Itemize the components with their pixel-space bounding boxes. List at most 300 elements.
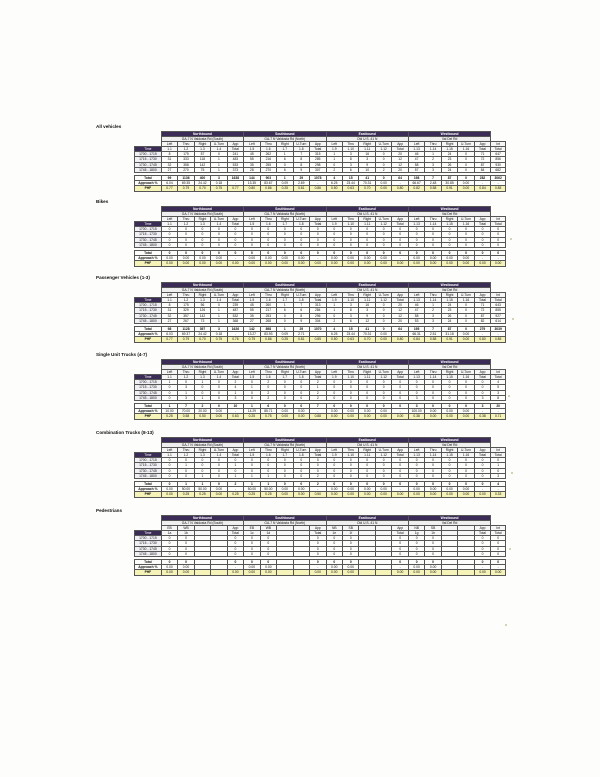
row-label: Approach %: [135, 565, 162, 570]
count-cell: 0: [425, 395, 441, 400]
total-cell: 20: [491, 404, 506, 409]
phf-cell: 0.25: [244, 492, 260, 497]
total-cell: 1638: [227, 176, 243, 181]
road-name: Old U.S. 41 N: [326, 137, 408, 142]
count-cell: 0: [343, 536, 359, 541]
total-cell: 99: [161, 176, 177, 181]
count-cell: 0: [408, 473, 424, 478]
count-cell: 0: [408, 541, 424, 546]
count-cell: 0: [343, 541, 359, 546]
count-cell: 3: [359, 157, 375, 162]
total-cell: 6: [260, 404, 276, 409]
movement-header: 1.1: [161, 298, 177, 303]
movement-header: 1.7: [277, 298, 293, 303]
approach-cell: 0.00: [211, 487, 227, 492]
movement-header: Total: [227, 222, 243, 227]
phf-cell: 0.84: [474, 186, 491, 191]
phf-cell: 0.70: [194, 186, 210, 191]
approach-cell: -: [227, 332, 243, 337]
phf-cell: 0.00: [326, 414, 342, 419]
total-cell: 1: [161, 404, 177, 409]
total-cell: 0: [326, 560, 342, 565]
phf-cell: 0.00: [474, 570, 491, 575]
count-cell: 3: [343, 152, 359, 157]
approach-cell: 0.00: [375, 409, 391, 414]
count-cell: 142: [194, 313, 210, 318]
approach-cell: 2.48: [425, 181, 441, 186]
total-cell: 3062: [491, 176, 506, 181]
total-cell: 0: [359, 482, 375, 487]
count-cell: 24: [441, 318, 457, 323]
movement-header: U-Turn: [293, 142, 309, 147]
count-cell: 1: [211, 162, 227, 167]
movement-header: Total: [227, 375, 243, 380]
count-cell: 0: [441, 473, 457, 478]
movement-header: Thru: [178, 448, 194, 453]
approach-cell: 0.00: [425, 409, 441, 414]
count-cell: 0: [491, 227, 506, 232]
movement-header: 1.11: [359, 147, 375, 152]
total-cell: 10: [227, 404, 243, 409]
count-cell: 0: [474, 473, 491, 478]
count-cell: 12: [392, 313, 408, 318]
movement-header: Thru: [178, 370, 194, 375]
count-cell: 1: [425, 303, 441, 308]
phf-cell: 0.00: [343, 414, 359, 419]
movement-header: Total: [474, 531, 491, 536]
approach-cell: -: [392, 181, 408, 186]
count-cell: 0: [474, 468, 491, 473]
movement-header: Right: [441, 370, 457, 375]
count-cell: 2: [227, 380, 243, 385]
count-cell: 0: [392, 458, 408, 463]
count-cell: 57: [408, 167, 424, 172]
total-cell: 29: [293, 327, 309, 332]
movement-header: 1.10: [343, 222, 359, 227]
movement-header: 1.16: [458, 222, 474, 227]
count-cell: 0: [458, 313, 474, 318]
count-cell: 0: [441, 463, 457, 468]
count-cell: 0: [161, 227, 177, 232]
count-cell: 0: [211, 385, 227, 390]
total-cell: 0: [343, 482, 359, 487]
movement-header: Total: [392, 147, 408, 152]
count-cell: 27: [244, 318, 260, 323]
count-cell: 0: [178, 541, 194, 546]
count-cell: 3: [343, 313, 359, 318]
row-label: PHF: [135, 492, 162, 497]
count-cell: 3: [425, 313, 441, 318]
movement-header: 1.15: [441, 375, 457, 380]
time-cell: 1715 - 1730: [135, 463, 162, 468]
movement-header: 1.2: [178, 147, 194, 152]
count-cell: 71: [474, 152, 491, 157]
count-cell: 0: [408, 546, 424, 551]
count-cell: 47: [408, 308, 424, 313]
total-cell: 0: [359, 251, 375, 256]
count-cell: 0: [178, 551, 194, 556]
phf-cell: 0.80: [392, 337, 408, 342]
count-cell: 82: [474, 318, 491, 323]
movement-header: U-Turn: [211, 370, 227, 375]
count-cell: 0: [491, 541, 506, 546]
phf-cell: 0.00: [425, 261, 441, 266]
count-cell: 1: [491, 463, 506, 468]
count-cell: 0: [326, 385, 342, 390]
movement-header: 1h: [425, 531, 441, 536]
total-cell: 0: [293, 404, 309, 409]
count-cell: 0: [310, 227, 327, 232]
direction-header: Southbound: [244, 360, 326, 365]
total-cell: 0: [326, 482, 342, 487]
row-label: Total: [135, 251, 162, 256]
total-cell: 7: [425, 327, 441, 332]
count-cell: 0: [194, 390, 210, 395]
road-name: GA-7 N Valdosta Rd (North): [244, 365, 326, 370]
count-cell: 0: [194, 468, 210, 473]
movement-header: U-Turn: [211, 217, 227, 222]
count-cell: 0: [194, 458, 210, 463]
movement-header: 1.5: [244, 453, 260, 458]
phf-cell: 0.80: [392, 186, 408, 191]
count-cell: 1: [227, 390, 243, 395]
approach-cell: -: [227, 487, 243, 492]
count-cell: 307: [310, 167, 327, 172]
count-cell: 0: [326, 390, 342, 395]
count-cell: 0: [458, 318, 474, 323]
scan-speck: [511, 472, 513, 474]
count-cell: 175: [178, 152, 194, 157]
approach-cell: -: [310, 565, 327, 570]
row-label: Total: [135, 482, 162, 487]
count-cell: 10: [359, 167, 375, 172]
approach-cell: 0.00: [343, 409, 359, 414]
count-cell: 0: [359, 232, 375, 237]
movement-header: Int: [491, 526, 506, 531]
phf-cell: 0.00: [491, 261, 506, 266]
movement-header: 1f: [343, 531, 359, 536]
approach-cell: 0.00: [161, 565, 177, 570]
count-cell: 0: [491, 468, 506, 473]
approach-cell: 6.25: [326, 332, 342, 337]
count-cell: 0: [408, 468, 424, 473]
movement-header: 1.1: [161, 453, 177, 458]
count-cell: 643: [491, 303, 506, 308]
count-cell: 0: [326, 463, 342, 468]
count-cell: 0: [375, 385, 391, 390]
count-cell: 217: [260, 308, 276, 313]
count-cell: 0: [244, 463, 260, 468]
count-cell: 0: [260, 468, 276, 473]
count-cell: 0: [260, 458, 276, 463]
count-cell: 0: [458, 458, 474, 463]
movement-header: Total: [227, 453, 243, 458]
approach-cell: 0.00: [260, 565, 276, 570]
count-cell: 0: [227, 468, 243, 473]
total-cell: 279: [474, 327, 491, 332]
phf-cell: 0.70: [359, 337, 375, 342]
total-cell: 0: [293, 251, 309, 256]
count-cell: 0: [458, 473, 474, 478]
count-cell: 0: [310, 541, 327, 546]
count-cell: 87: [474, 313, 491, 318]
phf-cell: 0.00: [441, 261, 457, 266]
direction-header: Northbound: [161, 207, 243, 212]
time-cell: 1745 - 1800: [135, 551, 162, 556]
movement-header: Thru: [343, 370, 359, 375]
count-cell: 1: [326, 303, 342, 308]
phf-cell: 0.00: [408, 570, 424, 575]
count-cell: 0: [293, 395, 309, 400]
approach-cell: -: [392, 565, 408, 570]
phf-cell: [458, 570, 474, 575]
count-cell: 3: [425, 318, 441, 323]
count-cell: 304: [310, 318, 327, 323]
count-cell: 262: [260, 152, 276, 157]
count-cell: 532: [227, 313, 243, 318]
approach-cell: 0.00: [161, 487, 177, 492]
count-cell: 0: [425, 536, 441, 541]
approach-cell: 0.00: [441, 409, 457, 414]
total-cell: 0: [441, 482, 457, 487]
approach-cell: 6.04: [161, 181, 177, 186]
approach-cell: -: [491, 256, 506, 261]
count-cell: 0: [161, 541, 177, 546]
phf-cell: 0.00: [343, 570, 359, 575]
count-cell: 72: [474, 157, 491, 162]
count-cell: 0: [392, 385, 408, 390]
movement-header: Total: [227, 298, 243, 303]
movement-header: Total: [474, 147, 491, 152]
time-cell: 1715 - 1730: [135, 157, 162, 162]
count-cell: 0: [260, 385, 276, 390]
count-cell: 0: [178, 468, 194, 473]
count-cell: 0: [441, 380, 457, 385]
movement-header: Left: [244, 293, 260, 298]
count-cell: 0: [425, 463, 441, 468]
count-cell: 0: [458, 380, 474, 385]
count-cell: 253: [260, 313, 276, 318]
count-cell: 0: [277, 318, 293, 323]
movement-header: App: [392, 142, 408, 147]
count-cell: 0: [211, 395, 227, 400]
count-cell: 20: [392, 303, 408, 308]
approach-cell: 0.00: [178, 565, 194, 570]
count-cell: 0: [458, 308, 474, 313]
movement-header: 1b: [178, 531, 194, 536]
movement-header: Left: [161, 448, 177, 453]
approach-cell: 50.00: [244, 487, 260, 492]
count-cell: 0: [244, 237, 260, 242]
total-cell: 397: [194, 327, 210, 332]
approach-cell: 0.00: [194, 256, 210, 261]
movement-header: 1.3: [194, 147, 210, 152]
count-cell: 0: [161, 546, 177, 551]
count-cell: 2: [260, 380, 276, 385]
count-cell: 0: [359, 380, 375, 385]
scan-speck: [510, 238, 512, 240]
movement-header: U-Turn: [458, 293, 474, 298]
count-cell: 0: [227, 541, 243, 546]
count-cell: 0: [161, 473, 177, 478]
count-cell: 0: [293, 458, 309, 463]
movement-header: App: [474, 217, 491, 222]
count-cell: 0: [161, 536, 177, 541]
road-name: GA-7 N Valdosta Rd (North): [244, 212, 326, 217]
scan-speck: [505, 624, 507, 626]
direction-header: Northbound: [161, 132, 243, 137]
time-header: Time: [135, 222, 162, 227]
count-cell: 0: [227, 546, 243, 551]
movement-header: Thru: [260, 293, 276, 298]
count-cell: 1: [194, 395, 210, 400]
count-cell: 58: [408, 313, 424, 318]
movement-header: 1.16: [458, 147, 474, 152]
movement-header: App: [310, 370, 327, 375]
phf-cell: 0.00: [425, 492, 441, 497]
time-cell: 1730 - 1745: [135, 468, 162, 473]
phf-cell: 0.00: [343, 261, 359, 266]
approach-cell: -: [392, 409, 408, 414]
movement-header: EB: [161, 526, 177, 531]
movement-header: Total: [491, 531, 506, 536]
count-cell: 12: [359, 318, 375, 323]
count-cell: 3: [425, 162, 441, 167]
movement-header: App: [310, 142, 327, 147]
movement-header: 1.6: [260, 298, 276, 303]
phf-cell: 0.00: [244, 261, 260, 266]
count-cell: 3: [408, 395, 424, 400]
count-cell: 0: [474, 546, 491, 551]
total-cell: 1: [178, 482, 194, 487]
movement-header: App: [392, 217, 408, 222]
count-cell: 4: [227, 385, 243, 390]
count-cell: 0: [375, 232, 391, 237]
total-cell: 0: [458, 404, 474, 409]
total-cell: 3: [474, 404, 491, 409]
count-cell: 0: [425, 380, 441, 385]
count-cell: 3: [359, 308, 375, 313]
scan-speck: [508, 395, 510, 397]
movement-header: Right: [277, 142, 293, 147]
count-cell: 0: [474, 237, 491, 242]
count-cell: 8: [343, 157, 359, 162]
movement-header: 1.15: [441, 222, 457, 227]
movement-header: Left: [408, 448, 424, 453]
count-cell: 0: [474, 390, 491, 395]
row-label: Total: [135, 560, 162, 565]
movement-header: Total: [474, 453, 491, 458]
count-cell: 0: [277, 385, 293, 390]
count-cell: 0: [343, 546, 359, 551]
phf-cell: 0.00: [375, 186, 391, 191]
approach-cell: 0.00: [343, 256, 359, 261]
count-cell: 0: [244, 395, 260, 400]
count-cell: 487: [227, 308, 243, 313]
phf-cell: 0.25: [277, 337, 293, 342]
count-cell: 0: [194, 385, 210, 390]
count-cell: 0: [441, 458, 457, 463]
count-cell: 58: [408, 162, 424, 167]
phf-cell: 0.58: [425, 186, 441, 191]
count-cell: 75: [194, 167, 210, 172]
count-cell: 0: [194, 242, 210, 247]
direction-header: Westbound: [408, 207, 490, 212]
count-cell: 2: [425, 308, 441, 313]
count-cell: 0: [474, 536, 491, 541]
approach-cell: -: [227, 256, 243, 261]
direction-header: Northbound: [161, 438, 243, 443]
count-cell: 239: [227, 303, 243, 308]
count-cell: 0: [310, 536, 327, 541]
row-label: Total: [135, 327, 162, 332]
row-label: Approach %: [135, 181, 162, 186]
movement-header: 1.12: [375, 375, 391, 380]
movement-header: Right: [359, 448, 375, 453]
count-cell: 0: [277, 390, 293, 395]
phf-cell: 0.75: [211, 337, 227, 342]
movement-header: 1.14: [425, 375, 441, 380]
approach-cell: 0.00: [458, 256, 474, 261]
phf-cell: 0.86: [310, 186, 327, 191]
total-cell: 1070: [310, 327, 327, 332]
movement-header: 1.4: [211, 375, 227, 380]
count-cell: 55: [244, 308, 260, 313]
row-label: Approach %: [135, 487, 162, 492]
time-header: Time: [135, 298, 162, 303]
movement-header: 1.14: [425, 222, 441, 227]
count-cell: 73: [194, 318, 210, 323]
movement-header: Total: [392, 375, 408, 380]
approach-cell: 0.00: [458, 487, 474, 492]
total-cell: 0: [227, 251, 243, 256]
movement-header: 1.12: [375, 298, 391, 303]
road-name: GA-7 N Valdosta Rd (North): [244, 443, 326, 448]
count-cell: 0: [178, 380, 194, 385]
time-header: Time: [135, 453, 162, 458]
phf-cell: 0.00: [491, 570, 506, 575]
count-cell: 0: [326, 546, 342, 551]
count-cell: 0: [227, 232, 243, 237]
movement-header: Int: [491, 448, 506, 453]
count-cell: 9: [359, 162, 375, 167]
time-cell: 1745 - 1800: [135, 395, 162, 400]
count-cell: 32: [161, 162, 177, 167]
count-cell: 0: [260, 463, 276, 468]
count-cell: 0: [260, 546, 276, 551]
time-header: Time: [135, 147, 162, 152]
approach-cell: 14.29: [244, 409, 260, 414]
count-cell: 1: [211, 313, 227, 318]
count-cell: 6: [277, 157, 293, 162]
count-cell: 0: [441, 395, 457, 400]
time-cell: 1730 - 1745: [135, 162, 162, 167]
movement-header: Total: [227, 531, 243, 536]
count-cell: 0: [244, 546, 260, 551]
movement-header: App: [474, 526, 491, 531]
count-cell: 0: [359, 227, 375, 232]
count-cell: 0: [161, 390, 177, 395]
count-cell: 24: [441, 303, 457, 308]
count-cell: 0: [375, 458, 391, 463]
count-cell: 0: [244, 468, 260, 473]
phf-cell: 0.25: [277, 186, 293, 191]
count-cell: 0: [211, 463, 227, 468]
count-cell: 0: [441, 232, 457, 237]
count-cell: 3: [491, 473, 506, 478]
phf-cell: 0.81: [293, 186, 309, 191]
count-table: [134, 206, 506, 267]
